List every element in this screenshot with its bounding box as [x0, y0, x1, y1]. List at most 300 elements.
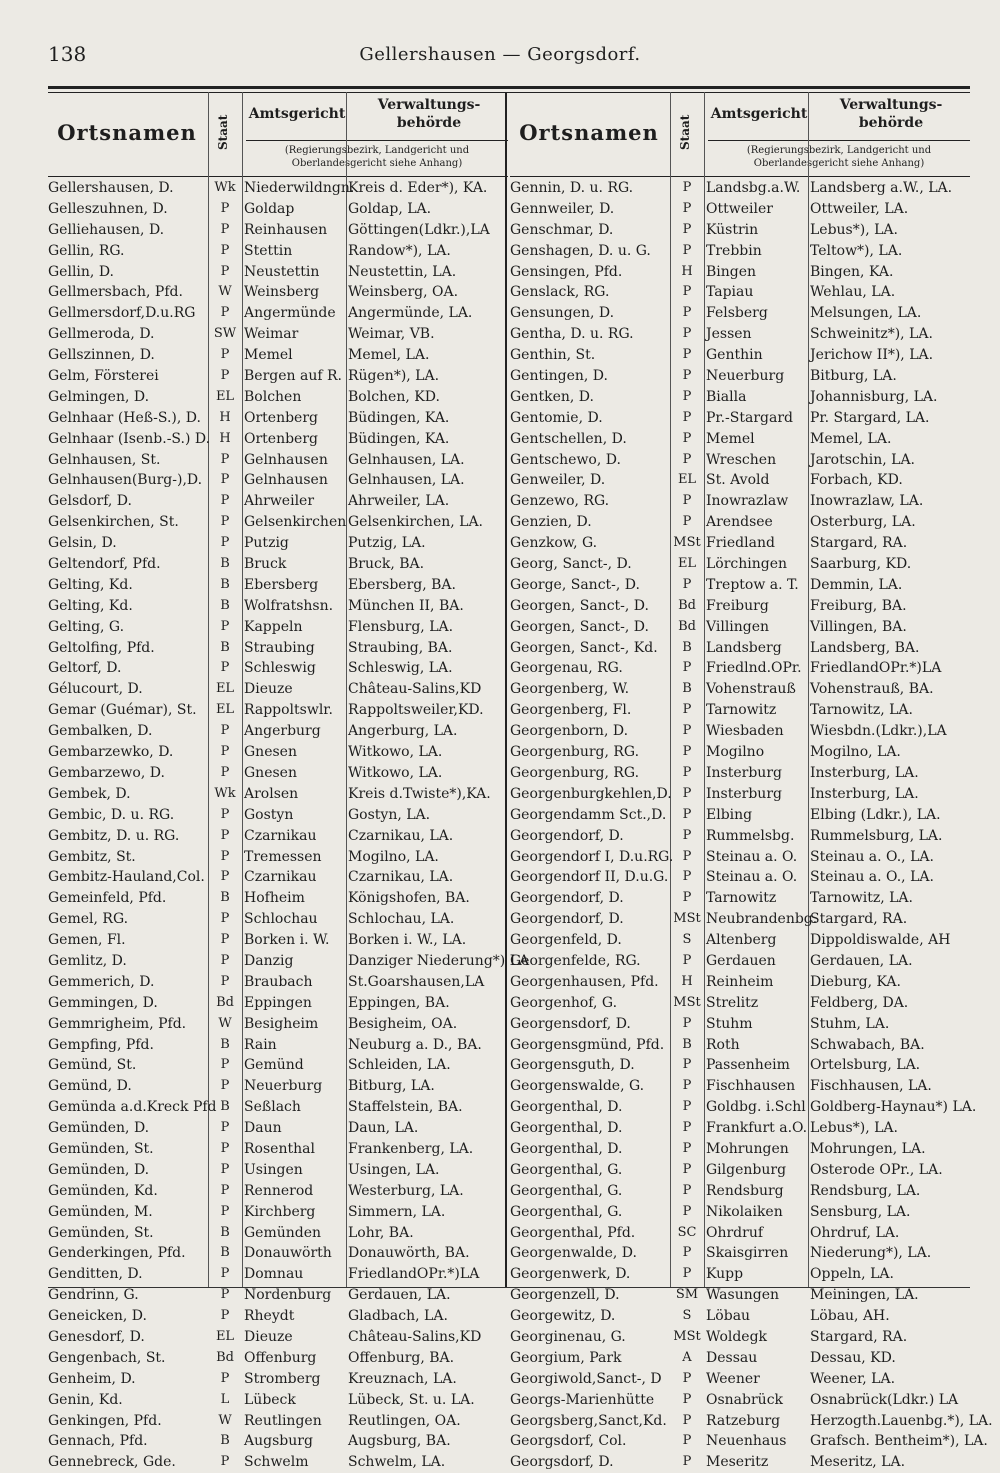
authority-name: Weinsberg, OA. — [348, 284, 459, 301]
place-name: Gélucourt, D. — [48, 681, 143, 698]
authority-name: Czarnikau, LA. — [348, 827, 454, 844]
authority-name: Mogilno, LA. — [348, 848, 439, 865]
state-code: P — [682, 284, 692, 300]
state-code: SC — [677, 1224, 697, 1240]
state-code: P — [682, 744, 692, 760]
authority-name: Gelnhausen, LA. — [348, 451, 465, 468]
top-rule — [48, 86, 970, 89]
place-name: Gelting, Kd. — [48, 576, 133, 593]
court-name: Domnau — [244, 1266, 304, 1283]
table-row — [48, 178, 508, 199]
state-code: B — [220, 576, 230, 592]
left-rows — [48, 178, 530, 1473]
table-row — [510, 262, 970, 283]
state-code: P — [220, 848, 230, 864]
authority-name: Goldberg-Haynau*) LA. — [810, 1099, 977, 1116]
court-name: Neuerburg — [244, 1078, 323, 1095]
place-name: Gengenbach, St. — [48, 1349, 166, 1366]
state-code: P — [220, 305, 230, 321]
header-ortsnamen: Ortsnamen — [519, 120, 659, 145]
table-row — [48, 241, 508, 262]
table-row — [48, 784, 508, 805]
table-row — [510, 1223, 970, 1244]
authority-name: Gelnhausen, LA. — [348, 472, 465, 489]
state-code: MSt — [673, 1328, 701, 1344]
authority-name: Osterode OPr., LA. — [810, 1161, 943, 1178]
table-row — [48, 805, 508, 826]
authority-name: Château-Salins,KD — [348, 1328, 482, 1345]
court-name: Hofheim — [244, 890, 305, 907]
court-name: Dieuze — [244, 1328, 293, 1345]
authority-name: Dessau, KD. — [810, 1349, 896, 1366]
table-row — [48, 1035, 508, 1056]
place-name: Georgendorf, D. — [510, 827, 624, 844]
authority-name: Rendsburg, LA. — [810, 1182, 921, 1199]
place-name: Gennin, D. u. RG. — [510, 180, 634, 196]
place-name: Gentschellen, D. — [510, 430, 627, 447]
state-code: B — [220, 1245, 230, 1261]
authority-name: Lübeck, St. u. LA. — [348, 1391, 475, 1408]
table-row — [510, 784, 970, 805]
table-row — [48, 1411, 508, 1432]
state-code: P — [220, 221, 230, 237]
table-row — [510, 867, 970, 888]
table-row — [510, 1014, 970, 1035]
header-verwaltungsbehoerde: Verwaltungs-behörde — [377, 97, 481, 131]
court-name: Ottweiler — [706, 200, 773, 217]
authority-name: St.Goarshausen,LA — [348, 973, 485, 990]
state-code: P — [682, 514, 692, 530]
table-row — [48, 658, 508, 679]
authority-name: Villingen, BA. — [810, 618, 907, 635]
court-name: Dessau — [706, 1349, 758, 1366]
table-row — [48, 951, 530, 972]
state-code: P — [682, 1120, 692, 1136]
court-name: Gerdauen — [706, 952, 776, 969]
state-code: W — [218, 284, 232, 300]
court-name: Donauwörth — [244, 1245, 332, 1262]
authority-name: Stargard, RA. — [810, 535, 908, 552]
authority-name: Frankenberg, LA. — [348, 1140, 474, 1157]
state-code: EL — [215, 702, 235, 718]
court-name: Daun — [244, 1120, 282, 1137]
place-name: Georgenhausen, Pfd. — [510, 973, 659, 990]
authority-name: Elbing (Ldkr.), LA. — [810, 806, 941, 823]
place-name: Gelting, Kd. — [48, 597, 133, 614]
authority-name: Flensburg, LA. — [348, 618, 454, 635]
authority-name: Weener, LA. — [810, 1370, 896, 1387]
authority-name: Gelsenkirchen, LA. — [348, 514, 484, 531]
place-name: Gellin, D. — [48, 263, 114, 280]
state-code: EL — [215, 1328, 235, 1344]
place-name: Gentken, D. — [510, 388, 594, 405]
place-name: Georgendorf, D. — [510, 911, 624, 928]
table-row — [48, 909, 508, 930]
left-table-header — [48, 92, 508, 177]
authority-name: Bruck, BA. — [348, 556, 425, 573]
place-name: Georgendorf, D. — [510, 890, 624, 907]
state-code: P — [682, 785, 692, 801]
court-name: Tarnowitz — [706, 890, 777, 907]
header-ortsnamen: Ortsnamen — [57, 120, 197, 145]
place-name: Gellmersbach, Pfd. — [48, 284, 183, 301]
court-name: Rain — [244, 1036, 277, 1053]
left-column-block — [48, 92, 530, 1471]
state-code: P — [220, 1140, 230, 1156]
authority-name: Daun, LA. — [348, 1120, 419, 1137]
state-code: B — [220, 639, 230, 655]
state-code: P — [220, 723, 230, 739]
state-code: P — [682, 869, 692, 885]
state-code: P — [682, 1057, 692, 1073]
header-amtsgericht: Amtsgericht — [248, 106, 346, 122]
state-code: P — [220, 1078, 230, 1094]
table-row — [510, 951, 970, 972]
authority-name: Landsberg, BA. — [810, 639, 920, 656]
place-name: Genzewo, RG. — [510, 493, 610, 510]
state-code: Bd — [678, 597, 696, 613]
state-code: P — [682, 1015, 692, 1031]
court-name: Seßlach — [244, 1099, 301, 1116]
authority-name: Osnabrück(Ldkr.) LA — [810, 1391, 959, 1408]
header-note: (Regierungsbezirk, Landgericht und Oberlandesgericht siehe Anhang) — [746, 145, 932, 169]
state-code: B — [220, 1224, 230, 1240]
authority-name: Angerburg, LA. — [348, 723, 458, 740]
table-row — [48, 742, 508, 763]
table-row — [48, 1076, 508, 1097]
state-code: EL — [677, 472, 697, 488]
place-name: Gendrinn, G. — [48, 1287, 139, 1304]
court-name: Schleswig — [244, 660, 316, 677]
table-row — [510, 512, 970, 533]
place-name: Gentschewo, D. — [510, 451, 621, 468]
court-name: Fischhausen — [706, 1078, 796, 1095]
state-code: P — [220, 1266, 230, 1282]
court-name: Rennerod — [244, 1182, 314, 1199]
place-name: Georgendamm Sct.,D. — [510, 806, 667, 823]
court-name: Ebersberg — [244, 576, 319, 593]
authority-name: Besigheim, OA. — [348, 1015, 458, 1032]
authority-name: Vohenstrauß, BA. — [810, 681, 934, 698]
authority-name: Fischhausen, LA. — [810, 1078, 932, 1095]
state-code: SW — [213, 326, 237, 342]
place-name: Georgenthal, G. — [510, 1203, 623, 1220]
court-name: Nordenburg — [244, 1287, 332, 1304]
table-row — [510, 1097, 977, 1118]
authority-name: Ohrdruf, LA. — [810, 1224, 900, 1241]
state-code: P — [682, 1454, 692, 1470]
table-row — [48, 1431, 508, 1452]
court-name: Rummelsbg. — [706, 827, 795, 844]
state-code: P — [682, 409, 692, 425]
state-code: EL — [677, 556, 697, 572]
table-row — [510, 1035, 970, 1056]
state-code: P — [682, 430, 692, 446]
table-row — [48, 1160, 508, 1181]
state-code: P — [220, 493, 230, 509]
place-name: Gelliehausen, D. — [48, 221, 165, 238]
court-name: Gilgenburg — [706, 1161, 787, 1178]
place-name: George, Sanct-, D. — [510, 576, 640, 593]
table-row — [48, 993, 508, 1014]
court-name: Neubrandenbg. — [706, 911, 818, 928]
authority-name: Landsberg a.W., LA. — [810, 180, 953, 196]
state-code: P — [682, 242, 692, 258]
state-code: P — [682, 890, 692, 906]
state-code: P — [682, 347, 692, 363]
table-row — [510, 1243, 970, 1264]
place-name: Genweiler, D. — [510, 472, 606, 489]
court-name: Schlochau — [244, 911, 318, 928]
state-code: P — [220, 1161, 230, 1177]
court-name: Wreschen — [706, 451, 777, 468]
table-row — [510, 1411, 993, 1432]
state-code: P — [682, 368, 692, 384]
table-row — [510, 450, 970, 471]
state-code: B — [220, 1036, 230, 1052]
place-name: Gelleszuhnen, D. — [48, 200, 168, 217]
state-code: Wk — [214, 785, 236, 801]
authority-name: Forbach, KD. — [810, 472, 903, 489]
state-code: P — [220, 1203, 230, 1219]
court-name: Rosenthal — [244, 1140, 315, 1157]
place-name: Gemünden, Kd. — [48, 1182, 158, 1199]
place-name: Georgenthal, D. — [510, 1140, 623, 1157]
table-row — [48, 366, 508, 387]
court-name: Meseritz — [706, 1454, 769, 1471]
authority-name: Schwelm, LA. — [348, 1454, 446, 1471]
court-name: Schwelm — [244, 1454, 309, 1471]
right-rows — [510, 178, 993, 1473]
place-name: Gembitz, D. u. RG. — [48, 827, 180, 844]
table-row — [510, 1327, 970, 1348]
table-row — [48, 1369, 508, 1390]
court-name: Küstrin — [706, 221, 759, 238]
state-code: S — [682, 932, 692, 948]
authority-name: Straubing, BA. — [348, 639, 453, 656]
place-name: Georgenthal, D. — [510, 1099, 623, 1116]
court-name: Kupp — [706, 1266, 744, 1283]
place-name: Gemünda a.d.Kreck Pfd — [48, 1099, 217, 1116]
state-code: P — [220, 1057, 230, 1073]
table-row — [510, 1055, 970, 1076]
court-name: Gemünden — [244, 1224, 322, 1241]
place-name: Georgensdorf, D. — [510, 1015, 631, 1032]
state-code: B — [220, 556, 230, 572]
state-code: P — [682, 451, 692, 467]
authority-name: Büdingen, KA. — [348, 409, 450, 426]
table-row — [48, 721, 508, 742]
state-code: P — [682, 1266, 692, 1282]
table-row — [48, 199, 508, 220]
state-code: P — [220, 263, 230, 279]
authority-name: Rappoltsweiler,KD. — [348, 702, 484, 719]
court-name: Bruck — [244, 556, 287, 573]
table-row — [510, 1160, 970, 1181]
authority-name: Ebersberg, BA. — [348, 576, 456, 593]
court-name: Weimar — [244, 326, 299, 343]
court-name: Landsberg — [706, 639, 782, 656]
table-row — [510, 847, 970, 868]
authority-name: FriedlandOPr.*)LA — [348, 1266, 480, 1283]
place-name: Gembitz, St. — [48, 848, 136, 865]
authority-name: Büdingen, KA. — [348, 430, 450, 447]
authority-name: Kreis d. Eder*), KA. — [348, 180, 488, 196]
authority-name: Schleiden, LA. — [348, 1057, 451, 1074]
table-row — [510, 199, 970, 220]
header-note: (Regierungsbezirk, Landgericht und Oberlandesgericht siehe Anhang) — [284, 145, 470, 169]
state-code: P — [682, 305, 692, 321]
authority-name: Usingen, LA. — [348, 1161, 440, 1178]
authority-name: Danziger Niederung*) LA — [348, 952, 530, 969]
court-name: Ortenberg — [244, 430, 318, 447]
place-name: Genschmar, D. — [510, 221, 614, 238]
authority-name: Ottweiler, LA. — [810, 200, 909, 217]
court-name: Bialla — [706, 388, 747, 405]
place-name: Gemen, Fl. — [48, 932, 126, 949]
table-row — [510, 491, 970, 512]
authority-name: Mogilno, LA. — [810, 744, 901, 761]
place-name: Georgensguth, D. — [510, 1057, 635, 1074]
authority-name: Insterburg, LA. — [810, 785, 919, 802]
header-amtsgericht: Amtsgericht — [710, 106, 808, 122]
place-name: Genditten, D. — [48, 1266, 143, 1283]
court-name: Gnesen — [244, 764, 297, 781]
place-name: Genshagen, D. u. G. — [510, 242, 651, 259]
court-name: Neustettin — [244, 263, 320, 280]
state-code: P — [682, 1391, 692, 1407]
authority-name: Gerdauen, LA. — [810, 952, 913, 969]
state-code: H — [219, 409, 231, 425]
state-code: P — [220, 1120, 230, 1136]
place-name: Gempfing, Pfd. — [48, 1036, 154, 1053]
place-name: Gemel, RG. — [48, 911, 129, 928]
place-name: Georgenberg, W. — [510, 681, 630, 698]
table-row — [510, 1181, 970, 1202]
header-subrule — [708, 140, 970, 141]
authority-name: Czarnikau, LA. — [348, 869, 454, 886]
authority-name: Château-Salins,KD — [348, 681, 482, 698]
court-name: Stettin — [244, 242, 293, 259]
table-row — [48, 429, 508, 450]
state-code: P — [220, 1308, 230, 1324]
state-code: P — [220, 1454, 230, 1470]
state-code: P — [682, 806, 692, 822]
authority-name: Feldberg, DA. — [810, 994, 909, 1011]
table-row — [510, 805, 970, 826]
court-name: Goldbg. i.Schl — [706, 1099, 806, 1116]
place-name: Gennach, Pfd. — [48, 1433, 148, 1450]
court-name: Ortenberg — [244, 409, 318, 426]
court-name: Mohrungen — [706, 1140, 789, 1157]
state-code: P — [682, 660, 692, 676]
table-row — [48, 387, 508, 408]
state-code: P — [682, 1161, 692, 1177]
authority-name: Teltow*), LA. — [810, 242, 903, 259]
court-name: Altenberg — [706, 932, 777, 949]
table-row — [48, 220, 508, 241]
court-name: Putzig — [244, 535, 289, 552]
court-name: Reinhausen — [244, 221, 328, 238]
court-name: Angerburg — [244, 723, 321, 740]
place-name: Georgenhof, G. — [510, 994, 618, 1011]
state-code: P — [682, 1140, 692, 1156]
table-row — [510, 888, 970, 909]
place-name: Gemlitz, D. — [48, 952, 127, 969]
place-name: Georg, Sanct-, D. — [510, 556, 632, 573]
court-name: Neuerburg — [706, 368, 785, 385]
place-name: Gemmrigheim, Pfd. — [48, 1015, 187, 1032]
authority-name: Goldap, LA. — [348, 200, 432, 217]
place-name: Gelsenkirchen, St. — [48, 514, 179, 531]
authority-name: Jerichow II*), LA. — [810, 347, 934, 364]
table-row — [510, 282, 970, 303]
authority-name: Lebus*), LA. — [810, 1120, 898, 1137]
authority-name: Augsburg, BA. — [348, 1433, 451, 1450]
table-row — [510, 345, 970, 366]
court-name: Gelnhausen — [244, 451, 328, 468]
authority-name: Rügen*), LA. — [348, 368, 440, 385]
table-row — [48, 512, 508, 533]
state-code: P — [682, 848, 692, 864]
authority-name: Schleswig, LA. — [348, 660, 453, 677]
place-name: Genkingen, Pfd. — [48, 1412, 162, 1429]
authority-name: Putzig, LA. — [348, 535, 426, 552]
place-name: Georgenthal, G. — [510, 1161, 623, 1178]
table-row — [510, 533, 970, 554]
court-name: Insterburg — [706, 764, 782, 781]
place-name: Gensingen, Pfd. — [510, 263, 623, 280]
header-subrule — [246, 140, 508, 141]
authority-name: Demmin, LA. — [810, 576, 903, 593]
table-row — [48, 867, 508, 888]
court-name: Inowrazlaw — [706, 493, 789, 510]
state-code: P — [682, 200, 692, 216]
state-code: B — [220, 1433, 230, 1449]
place-name: Geltolfing, Pfd. — [48, 639, 155, 656]
place-name: Genthin, St. — [510, 347, 596, 364]
table-row — [48, 1452, 508, 1473]
place-name: Georgsdorf, Col. — [510, 1433, 627, 1450]
court-name: Neuenhaus — [706, 1433, 787, 1450]
authority-name: Mohrungen, LA. — [810, 1140, 926, 1157]
court-name: Goldap — [244, 200, 295, 217]
place-name: Gentomie, D. — [510, 409, 603, 426]
state-code: P — [220, 1182, 230, 1198]
state-code: P — [220, 200, 230, 216]
authority-name: Memel, LA. — [348, 347, 430, 364]
right-table-header — [510, 92, 970, 177]
place-name: Gennebreck, Gde. — [48, 1454, 176, 1471]
court-name: Insterburg — [706, 785, 782, 802]
table-row — [510, 1431, 988, 1452]
place-name: Georgenburgkehlen,D. — [510, 785, 672, 802]
authority-name: FriedlandOPr.*)LA — [810, 660, 942, 677]
authority-name: Stuhm, LA. — [810, 1015, 890, 1032]
court-name: Steinau a. O. — [706, 848, 798, 865]
court-name: Treptow a. T. — [706, 576, 799, 593]
place-name: Genderkingen, Pfd. — [48, 1245, 186, 1262]
state-code: P — [682, 1370, 692, 1386]
court-name: Rendsburg — [706, 1182, 784, 1199]
place-name: Georgenwerk, D. — [510, 1266, 631, 1283]
court-name: Reutlingen — [244, 1412, 322, 1429]
authority-name: Ahrweiler, LA. — [348, 493, 450, 510]
table-row — [510, 575, 970, 596]
place-name: Georgs-Marienhütte — [510, 1391, 655, 1408]
state-code: P — [682, 1078, 692, 1094]
state-code: Bd — [678, 618, 696, 634]
